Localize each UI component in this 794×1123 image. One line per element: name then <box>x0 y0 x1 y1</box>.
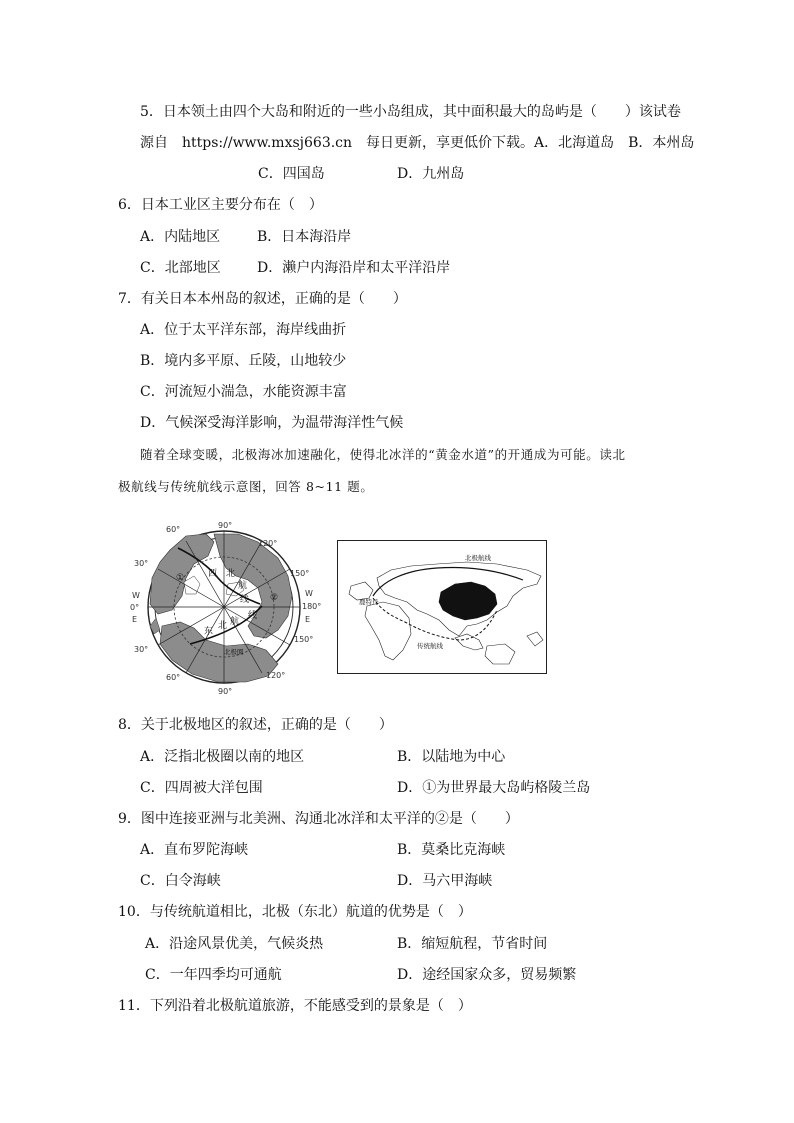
label-circle-1: ① <box>176 573 185 583</box>
q11-stem: 11．下列沿着北极航道旅游，不能感受到的景象是（ ） <box>118 998 472 1014</box>
tick-90-bottom: 90° <box>218 687 233 696</box>
q7-option-d: D．气候深受海洋影响，为温带海洋性气候 <box>140 415 404 431</box>
q8-option-d: D．①为世界最大岛屿格陵兰岛 <box>397 780 591 796</box>
label-traditional-route: 传统航线 <box>417 642 443 650</box>
tick-60-top-left: 60° <box>166 525 181 534</box>
world-route-map <box>337 540 547 674</box>
tick-w-right: W <box>305 589 313 598</box>
label-hang-2: 航 <box>230 617 240 627</box>
q5-option-d: D．九州岛 <box>397 166 465 182</box>
label-arctic-circle: 北极圈 <box>224 648 244 656</box>
arctic-polar-map <box>128 518 322 696</box>
q5-line1: 5．日本领土由四个大岛和附近的一些小岛组成，其中面积最大的岛屿是（ ）该试卷 <box>140 104 681 120</box>
label-rotterdam: 鹿特丹 <box>359 598 379 606</box>
q8-option-c: C．四周被大洋包围 <box>140 780 263 796</box>
label-north-2: 北 <box>218 621 228 631</box>
q9-stem: 9．图中连接亚洲与北美洲、沟通北冰洋和太平洋的②是（ ） <box>118 811 519 827</box>
tick-e-left: E <box>132 615 138 624</box>
tick-120-bottom-right: 120° <box>266 671 286 680</box>
q9-option-a: A．直布罗陀海峡 <box>140 842 249 858</box>
q10-option-b: B．缩短航程，节省时间 <box>397 936 548 952</box>
q6-stem: 6．日本工业区主要分布在（ ） <box>118 197 323 213</box>
tick-90-top: 90° <box>218 521 233 530</box>
label-arctic-route: 北极航线 <box>465 554 491 562</box>
q6-option-a: A．内陆地区 <box>140 229 221 245</box>
tick-e-right: E <box>305 615 311 624</box>
q9-option-c: C．白令海峡 <box>140 873 221 889</box>
tick-150-bottom-right: 150° <box>294 635 314 644</box>
q5-line2: 源自 https://www.mxsj663.cn 每日更新，享更低价下载。A．北海道岛 B．本州岛 <box>140 135 695 151</box>
intro-line1: 随着全球变暖，北极海冰加速融化，使得北冰洋的“黄金水道”的开通成为可能。读北 <box>140 447 626 462</box>
q8-option-a: A．泛指北极圈以南的地区 <box>140 749 305 765</box>
label-circle-2: ② <box>270 593 279 603</box>
q6-option-c: C．北部地区 <box>140 260 221 276</box>
label-xian-2: 线 <box>248 611 258 621</box>
q6-option-d: D．濑户内海沿岸和太平洋沿岸 <box>257 260 451 276</box>
q8-stem: 8．关于北极地区的叙述，正确的是（ ） <box>118 717 393 733</box>
tick-120-top-right: 120° <box>258 539 278 548</box>
tick-30-left: 30° <box>134 559 149 568</box>
q10-option-d: D．途经国家众多，贸易频繁 <box>397 967 577 983</box>
q10-stem: 10．与传统航道相比，北极（东北）航道的优势是（ ） <box>118 904 472 920</box>
q5-option-c: C．四国岛 <box>258 166 325 182</box>
label-hang-1: 航 <box>238 581 248 591</box>
intro-line2: 极航线与传统航线示意图，回答 8~11 题。 <box>118 479 374 494</box>
tick-60-bottom-left: 60° <box>166 673 181 682</box>
q8-option-b: B．以陆地为中心 <box>397 749 506 765</box>
q7-option-a: A．位于太平洋东部，海岸线曲折 <box>140 322 347 338</box>
tick-180: 180° <box>302 602 322 611</box>
label-dong: 东 <box>204 627 214 637</box>
label-xian-1: 线 <box>240 595 250 605</box>
q10-option-c: C．一年四季均可通航 <box>145 967 282 983</box>
tick-zero: 0° <box>130 603 140 612</box>
q7-option-b: B．境内多平原、丘陵，山地较少 <box>140 353 347 369</box>
q7-stem: 7．有关日本本州岛的叙述，正确的是（ ） <box>118 291 407 307</box>
label-west: 西 <box>208 569 218 579</box>
q7-option-c: C．河流短小湍急，水能资源丰富 <box>140 384 347 400</box>
q9-option-b: B．莫桑比克海峡 <box>397 842 506 858</box>
q9-option-d: D．马六甲海峡 <box>397 873 493 889</box>
tick-w-left: W <box>132 591 140 600</box>
tick-150-right: 150° <box>290 569 310 578</box>
label-north-1: 北 <box>226 569 236 579</box>
q6-option-b: B．日本海沿岸 <box>257 229 352 245</box>
q10-option-a: A．沿途风景优美，气候炎热 <box>145 936 324 952</box>
tick-30-left-bottom: 30° <box>134 645 149 654</box>
